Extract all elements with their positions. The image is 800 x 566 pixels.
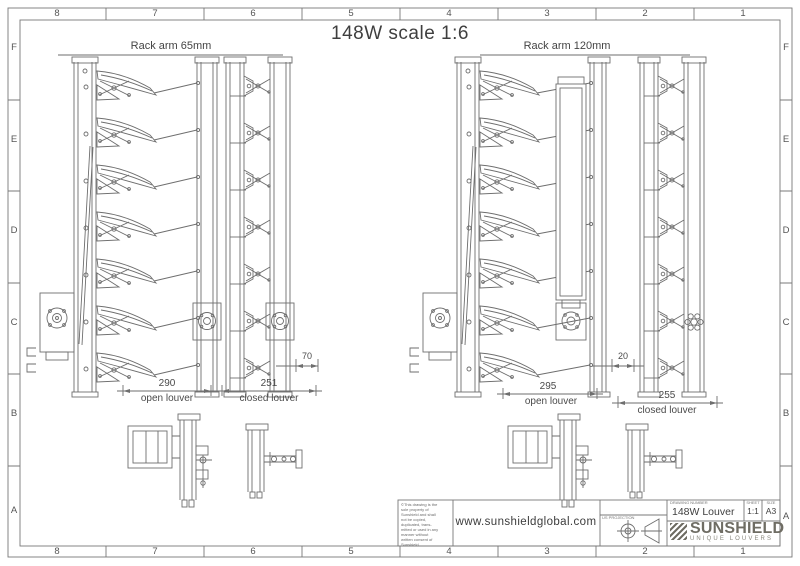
drawing-number-value: 148W Louver — [672, 506, 735, 518]
dim-open-120: 295 — [539, 381, 557, 392]
page-title: 148W scale 1:6 — [331, 23, 469, 44]
zone-col-top: 3 — [544, 8, 550, 19]
open-louver-view-65 — [27, 57, 221, 397]
zone-col-bottom: 3 — [544, 546, 550, 557]
zone-col-bottom: 5 — [348, 546, 354, 557]
disclaimer-line: Sunshield — [401, 543, 419, 547]
zone-col-top: 7 — [152, 8, 158, 19]
brand-name: SUNSHIELD — [690, 520, 785, 537]
drawing-number-label: DRAWING NUMBER — [670, 500, 708, 505]
group-heading-65: Rack arm 65mm — [130, 40, 212, 52]
dimension-arrowheads — [123, 364, 717, 405]
zone-col-top: 6 — [250, 8, 256, 19]
zone-col-top: 5 — [348, 8, 354, 19]
zone-col-bottom: 4 — [446, 546, 452, 557]
website-text: www.sunshieldglobal.com — [455, 516, 597, 528]
dim-closed-65: 251 — [260, 378, 278, 389]
open-louver-view-120 — [410, 57, 610, 397]
dim-detail-65: 70 — [301, 351, 313, 361]
size-label: SIZE — [766, 500, 776, 505]
zone-row-right: F — [783, 42, 789, 53]
zone-row-left: C — [10, 317, 18, 328]
size-value: A3 — [765, 506, 777, 516]
zone-row-left: E — [10, 134, 18, 145]
sunshield-hatch-icon — [670, 523, 687, 540]
disclaimer-line: written consent of — [401, 538, 433, 542]
zone-row-left: A — [10, 505, 18, 516]
disclaimer-line: sole property of — [401, 508, 429, 512]
disclaimer-line: duplicated, trans- — [401, 523, 432, 527]
zone-col-top: 4 — [446, 8, 452, 19]
dim-detail-120: 20 — [617, 351, 629, 361]
zone-row-left: B — [10, 408, 18, 419]
disclaimer-line: not be copied, — [401, 518, 427, 522]
sheet-label: SHEET — [746, 500, 760, 505]
plan-views — [128, 414, 682, 507]
zone-row-left: D — [10, 225, 18, 236]
disclaimer-line: manner without — [401, 533, 429, 537]
zone-col-bottom: 8 — [54, 546, 60, 557]
dim-open-65: 290 — [158, 378, 176, 389]
zone-col-bottom: 6 — [250, 546, 256, 557]
dimension-lines — [117, 359, 723, 408]
label-open-120: open louver — [524, 396, 578, 407]
dim-closed-120: 255 — [658, 390, 676, 401]
label-closed-120: closed louver — [637, 405, 697, 416]
sheet-value: 1:1 — [747, 506, 759, 516]
zone-col-bottom: 7 — [152, 546, 158, 557]
zone-row-right: C — [782, 317, 790, 328]
disclaimer-line: ©This drawing is the — [401, 503, 438, 507]
disclaimer-line: mitted or used in any — [401, 528, 439, 532]
projection-label: US PROJECTION — [602, 515, 635, 520]
zone-col-top: 2 — [642, 8, 648, 19]
brand-logo — [670, 522, 784, 543]
zone-row-right: E — [782, 134, 790, 145]
closed-louver-view-120 — [638, 57, 706, 397]
zone-col-top: 1 — [740, 8, 746, 19]
group-heading-120: Rack arm 120mm — [523, 40, 611, 52]
label-open-65: open louver — [140, 393, 194, 404]
sheet-border — [8, 8, 792, 557]
zone-row-right: A — [782, 511, 790, 522]
projection-symbol-icon — [617, 519, 662, 543]
zone-col-top: 8 — [54, 8, 60, 19]
closed-louver-view-65 — [224, 57, 294, 397]
zone-col-bottom: 2 — [642, 546, 648, 557]
zone-row-right: B — [782, 408, 790, 419]
brand-tagline: UNIQUE LOUVERS — [690, 536, 774, 542]
zone-row-left: F — [11, 42, 17, 53]
label-closed-65: closed louver — [239, 393, 299, 404]
zone-row-right: D — [782, 225, 790, 236]
disclaimer-line: Sunshield and shall — [401, 513, 436, 517]
zone-col-bottom: 1 — [740, 546, 746, 557]
